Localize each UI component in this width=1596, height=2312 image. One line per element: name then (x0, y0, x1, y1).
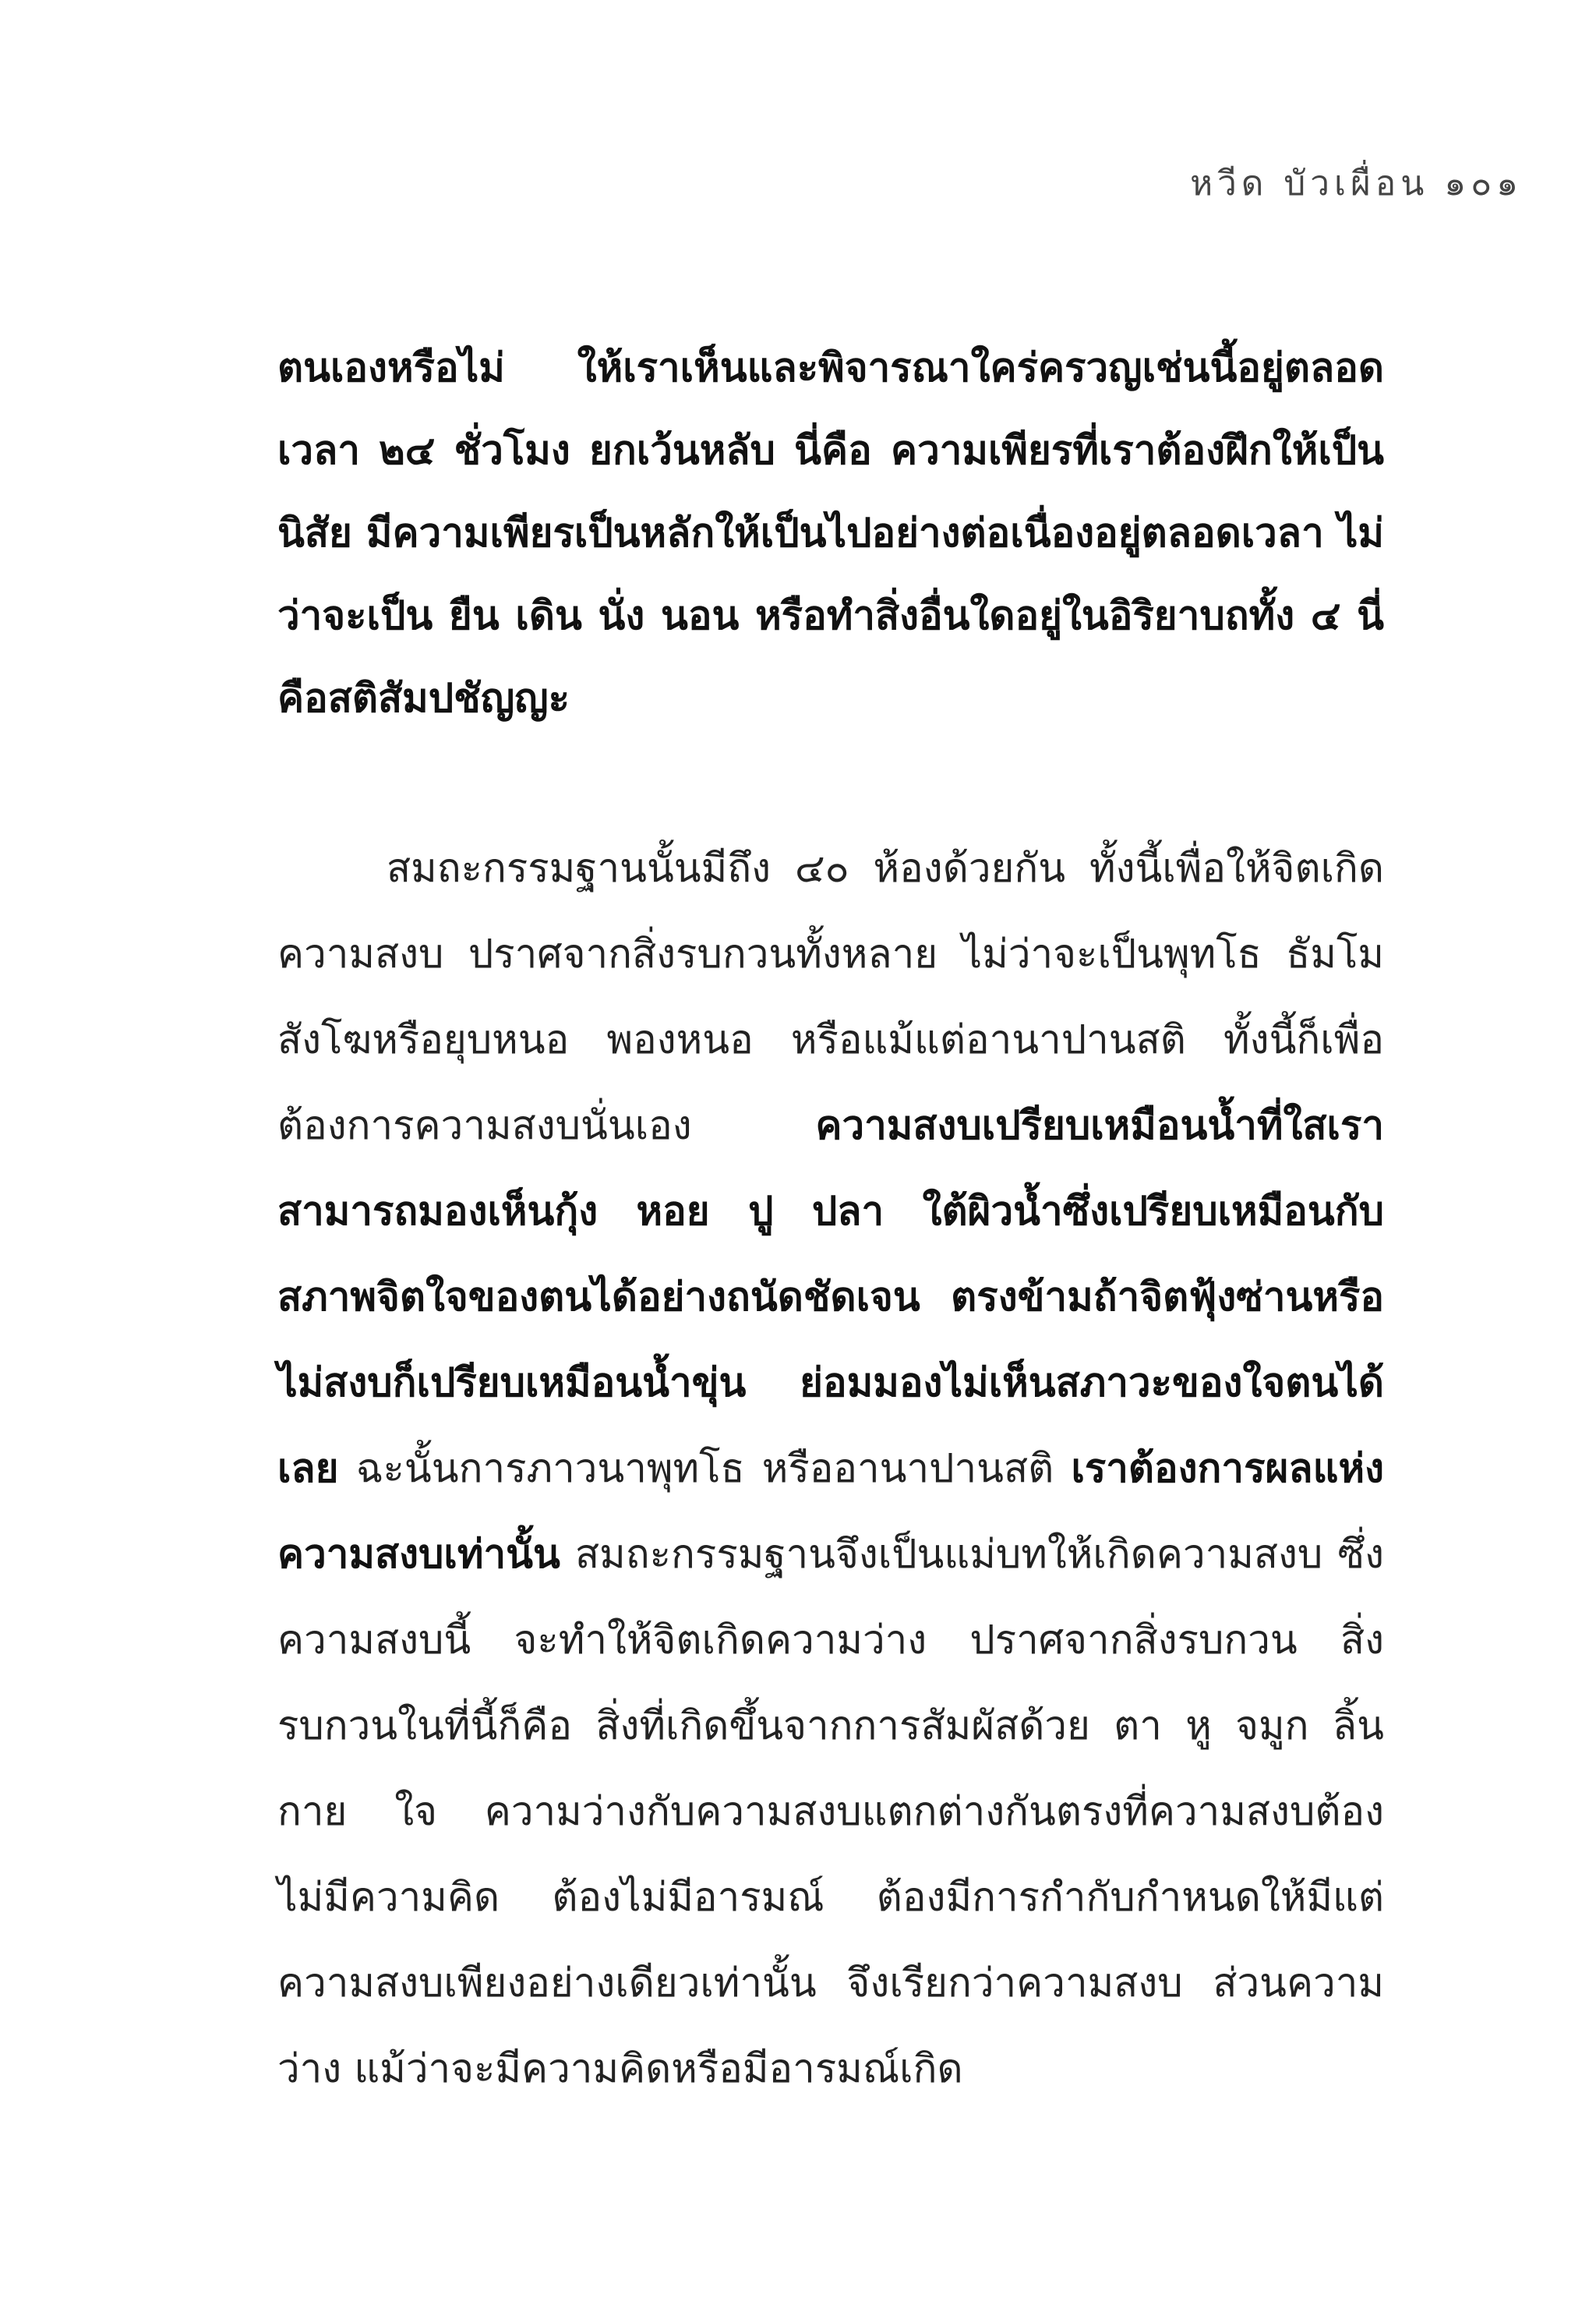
paragraph-2-emphasis-2: เราต้องการผลแห่งความสงบเท่านั้น (277, 1446, 1384, 1578)
paragraph-2-text-2: ฉะนั้นการภาวนาพุทโธ หรืออานาปานสติ (338, 1446, 1072, 1492)
paragraph-1: ตนเองหรือไม่ ให้เราเห็นและพิจารณาใคร่ครวญเช่นนี้อยู่ตลอดเวลา ๒๔ ชั่วโมง ยกเว้นหลับ นี่คือ ความเพียรที่เราต้องฝึกให้เป็นนิสัย มีความเพียรเป็นหลักให้เป็นไปอย่างต่อเนื่องอยู่ตลอดเวลา ไม่ว่าจะเป็น ยืน เดิน นั่ง นอน หรือทำสิ่งอื่นใดอยู่ในอิริยาบถทั้ง ๔ นี่คือสติสัมปชัญญะ (277, 345, 1384, 722)
paragraph-2-emphasis-1: ความสงบเปรียบเหมือนน้ำที่ใสเราสามารถมองเห็นกุ้ง หอย ปู ปลา ใต้ผิวน้ำซึ่งเปรียบเหมือนกับสภาพจิตใจของตนได้อย่างถนัดชัดเจน ตรงข้ามถ้าจิตฟุ้งซ่านหรือไม่สงบก็เปรียบเหมือนน้ำขุ่น ย่อมมองไม่เห็นสภาวะของใจตนได้เลย (277, 1103, 1384, 1492)
paragraph-2-text-1: สมถะกรรมฐานนั้นมีถึง ๔๐ ห้องด้วยกัน ทั้งนี้เพื่อให้จิตเกิดความสงบ ปราศจากสิ่งรบกวนทั้งหลาย ไม่ว่าจะเป็นพุทโธ ธัมโม สังโฆหรือยุบหนอ พองหนอ หรือแม้แต่อานาปานสติ ทั้งนี้ก็เพื่อต้องการความสงบนั่นเอง (277, 846, 1384, 1149)
paragraph-2 (277, 826, 1384, 2112)
running-header: หวีด บัวเผื่อน ๑๐๑ (1190, 164, 1523, 203)
paragraph-2-text-3: สมถะกรรมฐานจึงเป็นแม่บทให้เกิดความสงบ ซึ่งความสงบนี้ จะทำให้จิตเกิดความว่าง ปราศจากสิ่งรบกวน สิ่งรบกวนในที่นี้ก็คือ สิ่งที่เกิดขึ้นจากการสัมผัสด้วย ตา หู จมูก ลิ้น กาย ใจ ความว่างกับความสงบแตกต่างกันตรงที่ความสงบต้องไม่มีความคิด ต้องไม่มีอารมณ์ ต้องมีการกำกับกำหนดให้มีแต่ความสงบเพียงอย่างเดียวเท่านั้น จึงเรียกว่าความสงบ ส่วนความว่าง แม้ว่าจะมีความคิดหรือมีอารมณ์เกิด (277, 1532, 1384, 2092)
